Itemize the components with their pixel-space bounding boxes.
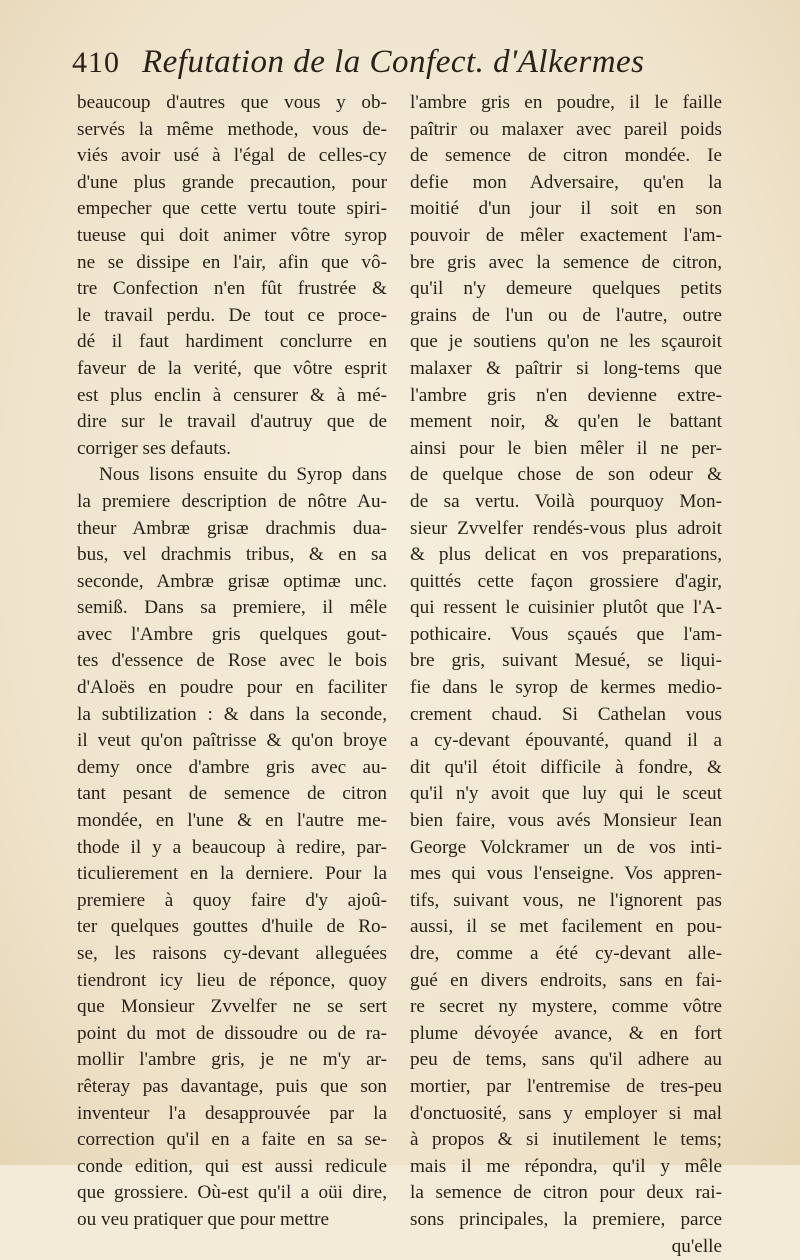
text-line: crement chaud. Si Cathelan vous: [410, 703, 722, 725]
text-line: grains de l'un ou de l'autre, outre: [410, 304, 722, 326]
text-line: se, les raisons cy-devant alleguées: [77, 943, 387, 964]
text-line: tre Confection n'en fût frustrée &: [77, 278, 387, 300]
text-line: premiere à quoy faire d'y ajoû-: [77, 889, 387, 911]
text-line: sons principales, la premiere, parce: [410, 1208, 722, 1230]
text-line: de semence de citron mondée. Ie: [410, 145, 722, 167]
text-line: quittés cette façon grossiere d'agir,: [410, 570, 722, 592]
text-line: malaxer & paîtrir si long-tems que: [410, 357, 722, 379]
text-line: rêteray pas davantage, puis que son: [77, 1075, 387, 1097]
text-line: de quelque chose de son odeur &: [410, 464, 722, 486]
text-line: demy once d'ambre gris avec au-: [77, 756, 387, 778]
text-line: point du mot de dissoudre ou de ra-: [77, 1022, 387, 1044]
text-line: corriger ses defauts.: [77, 437, 231, 459]
text-line: tes d'essence de Rose avec le bois: [77, 650, 387, 672]
text-line: mondée, en l'une & en l'autre me-: [77, 810, 387, 832]
text-line: paîtrir ou malaxer avec pareil poids: [410, 118, 722, 140]
text-line: pouvoir de mêler exactement l'am-: [410, 224, 722, 246]
text-line: tueuse qui doit animer vôtre syrop: [77, 224, 387, 246]
text-line: a cy-devant épouvanté, quand il a: [410, 730, 722, 752]
text-line: re secret ny mystere, comme vôtre: [410, 996, 722, 1018]
text-line: tifs, suivant vous, ne l'ignorent pas: [410, 889, 722, 911]
running-title: Refutation de la Confect. d'Alkermes: [142, 44, 645, 80]
text-line: correction qu'il en a faite en sa se-: [77, 1129, 387, 1151]
text-line: gué en divers endroits, sans en fai-: [410, 969, 722, 991]
text-line: ter quelques gouttes d'huile de Ro-: [77, 916, 387, 938]
text-line: pothicaire. Vous sçaués que l'am-: [410, 623, 722, 645]
text-line: dé il faut hardiment conclurre en: [77, 331, 387, 353]
text-line: conde edition, qui est aussi redicule: [77, 1155, 387, 1177]
text-line: bre gris avec la semence de citron,: [410, 251, 722, 273]
text-line: l'ambre gris en poudre, il le faille: [410, 92, 722, 113]
text-line: mes qui vous l'enseigne. Vos appren-: [410, 863, 722, 885]
text-line: thode il y a beaucoup à redire, par-: [77, 836, 387, 858]
text-line: qu'il n'y avoit que luy qui le sceut: [410, 783, 722, 805]
text-line: bre gris, suivant Mesué, se liqui-: [410, 650, 722, 672]
text-line: bus, vel drachmis tribus, & en sa: [77, 544, 387, 566]
text-line: que grossiere. Où-est qu'il a oüi dire,: [77, 1182, 387, 1204]
left-text-column: [77, 90, 387, 1234]
text-line: moitié d'un jour il soit en son: [410, 198, 722, 220]
text-line: bien faire, vous avés Monsieur Iean: [410, 810, 722, 832]
text-line: & plus delicat en vos preparations,: [410, 544, 722, 566]
text-line: defie mon Adversaire, qu'en la: [410, 171, 722, 193]
text-line: semiß. Dans sa premiere, il mêle: [77, 597, 387, 619]
page-header: [72, 44, 740, 94]
text-line: le travail perdu. De tout ce proce-: [77, 304, 387, 326]
text-line: de sa vertu. Voilà pourquoy Mon-: [410, 490, 722, 512]
text-line: ou veu pratiquer que pour mettre: [77, 1208, 330, 1230]
text-line: seconde, Ambræ grisæ optimæ unc.: [77, 570, 387, 592]
text-line: plume dévoyée avance, & en fort: [410, 1022, 722, 1044]
text-line: George Volckramer un de vos inti-: [410, 836, 722, 858]
text-line: d'onctuosité, sans y employer si mal: [410, 1102, 722, 1124]
text-line: empecher que cette vertu toute spiri-: [77, 198, 387, 220]
text-line: tiendront icy lieu de réponce, quoy: [77, 969, 387, 991]
text-line: qu'il n'y demeure quelques petits: [410, 278, 722, 300]
right-text-column: [410, 90, 722, 1260]
text-line: la premiere description de nôtre Au-: [77, 490, 387, 512]
text-line: ne se dissipe en l'air, afin que vô-: [77, 251, 387, 273]
text-line: beaucoup d'autres que vous y ob-: [77, 92, 387, 113]
text-line: la semence de citron pour deux rai-: [410, 1182, 722, 1204]
text-line: dre, comme a été cy-devant alle-: [410, 943, 722, 964]
text-line: qu'elle: [671, 1235, 722, 1257]
text-line: mollir l'ambre gris, je ne m'y ar-: [77, 1049, 387, 1071]
text-line: avec l'Ambre gris quelques gout-: [77, 623, 387, 645]
text-line: inventeur l'a desapprouvée par la: [77, 1102, 387, 1124]
text-line: mement noir, & qu'en le battant: [410, 411, 722, 433]
text-line: mais il me répondra, qu'il y mêle: [410, 1155, 722, 1177]
text-line: est plus enclin à censurer & à mé-: [77, 384, 387, 406]
text-line: d'une plus grande precaution, pour: [77, 171, 387, 193]
text-line: à propos & si inutilement le tems;: [410, 1129, 722, 1151]
text-line: l'ambre gris n'en devienne extre-: [410, 384, 722, 406]
text-line: que je soutiens qu'on ne les sçauroit: [410, 331, 722, 353]
text-line: ainsi pour le bien mêler il ne per-: [410, 437, 722, 459]
text-line: tant pesant de semence de citron: [77, 783, 387, 805]
text-line: Nous lisons ensuite du Syrop dans: [99, 464, 387, 486]
text-line: il veut qu'on paîtrisse & qu'on broye: [77, 730, 387, 752]
text-line: faveur de la verité, que vôtre esprit: [77, 357, 387, 379]
page-number: 410: [72, 46, 120, 79]
text-line: mortier, par l'entremise de tres-peu: [410, 1075, 722, 1097]
text-line: servés la même methode, vous de-: [77, 118, 387, 140]
text-line: aussi, il se met facilement en pou-: [410, 916, 722, 938]
text-line: d'Aloës en poudre pour en faciliter: [77, 677, 387, 699]
text-line: dit qu'il étoit difficile à fondre, &: [410, 756, 722, 778]
text-line: peu de tems, sans qu'il adhere au: [410, 1049, 722, 1071]
text-line: sieur Zvvelfer rendés-vous plus adroit: [410, 517, 722, 539]
text-line: viés avoir usé à l'égal de celles-cy: [77, 145, 387, 167]
text-line: ticulierement en la derniere. Pour la: [77, 863, 387, 885]
text-line: theur Ambræ grisæ drachmis dua-: [77, 517, 387, 539]
text-line: fie dans le syrop de kermes medio-: [410, 677, 722, 699]
text-line: dire sur le travail d'autruy que de: [77, 411, 387, 433]
text-line: la subtilization : & dans la seconde,: [77, 703, 387, 725]
text-line: que Monsieur Zvvelfer ne se sert: [77, 996, 387, 1018]
text-line: qui ressent le cuisinier plutôt que l'A-: [410, 597, 722, 619]
